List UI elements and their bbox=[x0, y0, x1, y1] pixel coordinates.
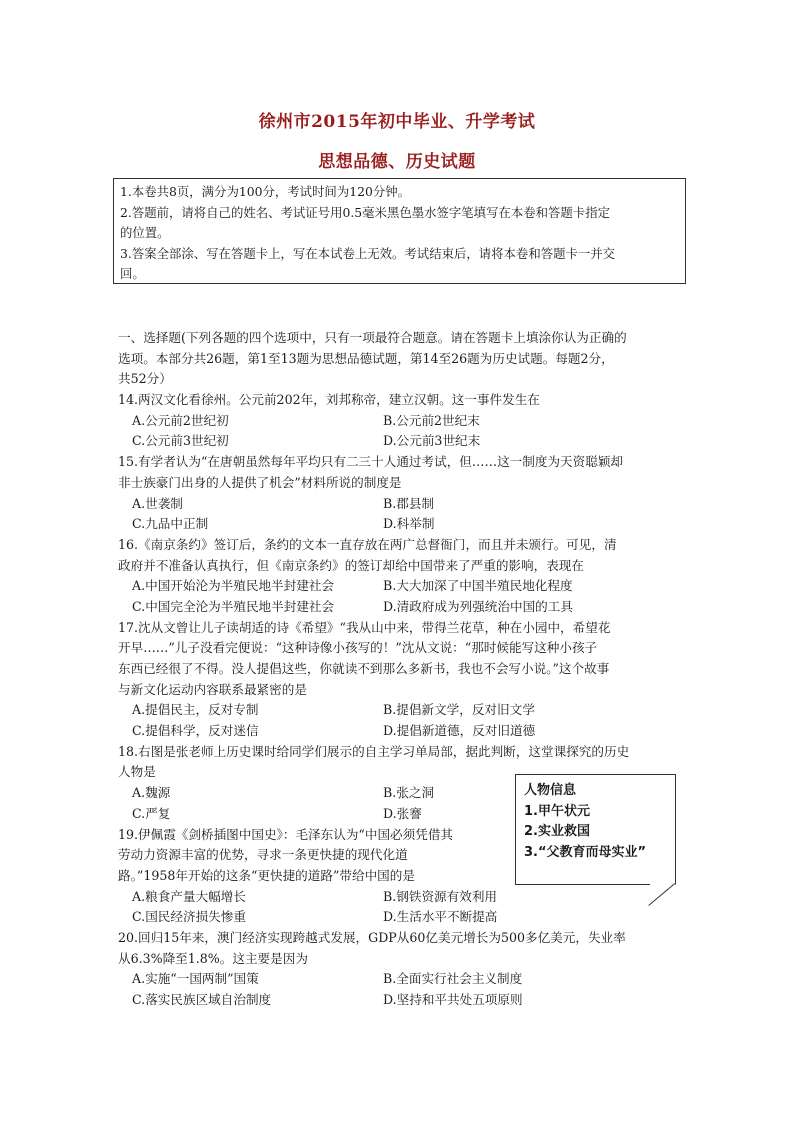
question-14-stem: 14.两汉文化看徐州。公元前202年，刘邦称帝，建立汉朝。这一事件发生在 bbox=[118, 392, 540, 408]
question-20-option-a: A.实施“一国两制”国策 bbox=[132, 971, 259, 987]
question-19-stem: 路。”1958年开始的这条“更快捷的道路”带给中国的是 bbox=[118, 867, 415, 883]
question-19-option-c: C.国民经济损失惨重 bbox=[132, 909, 246, 925]
question-14-option-d: D.公元前3世纪末 bbox=[383, 433, 481, 449]
question-14-option-b: B.公元前2世纪末 bbox=[383, 412, 480, 428]
question-17-stem: 17.沈从文曾让儿子读胡适的诗《希望》“我从山中来，带得兰花草，种在小园中，希望花 bbox=[118, 619, 611, 635]
question-19-option-a: A.粮食产量大幅增长 bbox=[132, 888, 246, 904]
question-16-option-c: C.中国完全沦为半殖民地半封建社会 bbox=[132, 598, 335, 614]
question-17-option-d: D.提倡新道德，反对旧道德 bbox=[383, 723, 536, 739]
notice-line: 3.答案全部涂、写在答题卡上，写在本试卷上无效。考试结束后，请将本卷和答题卡一并交 bbox=[120, 245, 616, 261]
person-info-title: 人物信息 bbox=[524, 783, 577, 798]
question-section bbox=[118, 328, 688, 1011]
question-15-stem: 非士族豪门出身的人提供了机会”材料所说的制度是 bbox=[118, 474, 402, 490]
question-19-stem: 19.伊佩霞《剑桥插图中国史》：毛泽东认为“中国必须凭借其 bbox=[118, 826, 454, 842]
section-intro-line: 一、选择题(下列各题的四个选项中，只有一项最符合题意。请在答题卡上填涂你认为正确的 bbox=[118, 330, 627, 345]
question-16-stem: 政府并不准备认真执行，但《南京条约》的签订却给中国带来了严重的影响，表现在 bbox=[118, 557, 584, 573]
question-17-option-c: C.提倡科学，反对迷信 bbox=[132, 723, 259, 739]
notice-line: 1.本卷共8页，满分为100分，考试时间为120分钟。 bbox=[120, 184, 411, 199]
question-16-option-d: D.清政府成为列强统治中国的工具 bbox=[383, 598, 573, 614]
question-18-stem: 18.右图是张老师上历史课时给同学们展示的自主学习单局部，据此判断，这堂课探究的历史 bbox=[118, 743, 630, 759]
question-17-stem: 开早……”儿子没看完便说：“这种诗像小孩写的！”沈从文说：“那时候能写这种小孩子 bbox=[118, 640, 598, 656]
notice-line: 回。 bbox=[120, 266, 145, 281]
exam-title: 徐州市2015年初中毕业、升学考试 bbox=[258, 112, 536, 132]
question-20-option-d: D.坚持和平共处五项原则 bbox=[383, 992, 523, 1007]
question-18-option-b: B.张之洞 bbox=[383, 785, 435, 801]
notice-line: 的位置。 bbox=[120, 225, 170, 240]
question-17-option-a: A.提倡民主，反对专制 bbox=[132, 702, 259, 718]
question-16-option-b: B.大大加深了中国半殖民地化程度 bbox=[383, 578, 573, 594]
page-curl-corner bbox=[650, 863, 676, 885]
question-14-option-c: C.公元前3世纪初 bbox=[132, 433, 229, 449]
notice-line: 2.答题前，请将自己的姓名、考试证号用0.5毫米黑色墨水签字笔填写在本卷和答题卡指定 bbox=[120, 204, 610, 220]
question-14-option-a: A.公元前2世纪初 bbox=[132, 412, 229, 428]
question-18-option-d: D.张謇 bbox=[383, 805, 422, 821]
question-15-stem: 15.有学者认为“在唐朝虽然每年平均只有二三十人通过考试，但……这一制度为天资聪颖却 bbox=[118, 454, 624, 470]
question-20-stem: 从6.3%降至1.8%。这主要是因为 bbox=[118, 950, 308, 966]
question-16-option-a: A.中国开始沦为半殖民地半封建社会 bbox=[132, 578, 335, 594]
notice-box bbox=[113, 178, 686, 284]
section-intro-line: 选项。本部分共26题，第1至13题为思想品德试题，第14至26题为历史试题。每题2分， bbox=[118, 350, 614, 366]
person-info-item: 2.实业救国 bbox=[524, 824, 590, 839]
question-16-stem: 16.《南京条约》签订后，条约的文本一直存放在两广总督衙门，而且并未颁行。可见，清 bbox=[118, 536, 617, 552]
question-18-option-a: A.魏源 bbox=[132, 785, 171, 801]
question-17-stem: 东西已经很了不得。没人提倡这些，你就读不到那么多新书，我也不会写小说。”这个故事 bbox=[118, 661, 610, 676]
question-17-option-b: B.提倡新文学，反对旧文学 bbox=[383, 702, 535, 718]
question-19-stem: 劳动力资源丰富的优势，寻求一条更快捷的现代化道 bbox=[118, 847, 408, 863]
exam-subtitle: 思想品德、历史试题 bbox=[318, 152, 476, 172]
section-intro-line: 共52分） bbox=[118, 371, 172, 387]
question-18-option-c: C.严复 bbox=[132, 805, 171, 821]
question-15-option-b: B.郡县制 bbox=[383, 495, 435, 511]
question-20-stem: 20.回归15年来，澳门经济实现跨越式发展，GDP从60亿美元增长为500多亿美元，失业率 bbox=[118, 929, 626, 945]
person-info-item: 3.“父教育而母实业” bbox=[524, 844, 647, 860]
question-20-option-c: C.落实民族区域自治制度 bbox=[132, 992, 272, 1007]
person-info-item: 1.甲午状元 bbox=[524, 803, 590, 819]
question-19-option-d: D.生活水平不断提高 bbox=[383, 909, 498, 925]
question-15-option-a: A.世袭制 bbox=[132, 495, 183, 511]
question-15-option-d: D.科举制 bbox=[383, 516, 435, 532]
question-18-stem: 人物是 bbox=[118, 764, 156, 780]
question-20-option-b: B.全面实行社会主义制度 bbox=[383, 971, 523, 987]
question-19-option-b: B.钢铁资源有效利用 bbox=[383, 888, 498, 904]
person-info-card bbox=[515, 774, 676, 885]
question-15-option-c: C.九品中正制 bbox=[132, 516, 209, 532]
question-17-stem: 与新文化运动内容联系最紧密的是 bbox=[118, 681, 307, 697]
